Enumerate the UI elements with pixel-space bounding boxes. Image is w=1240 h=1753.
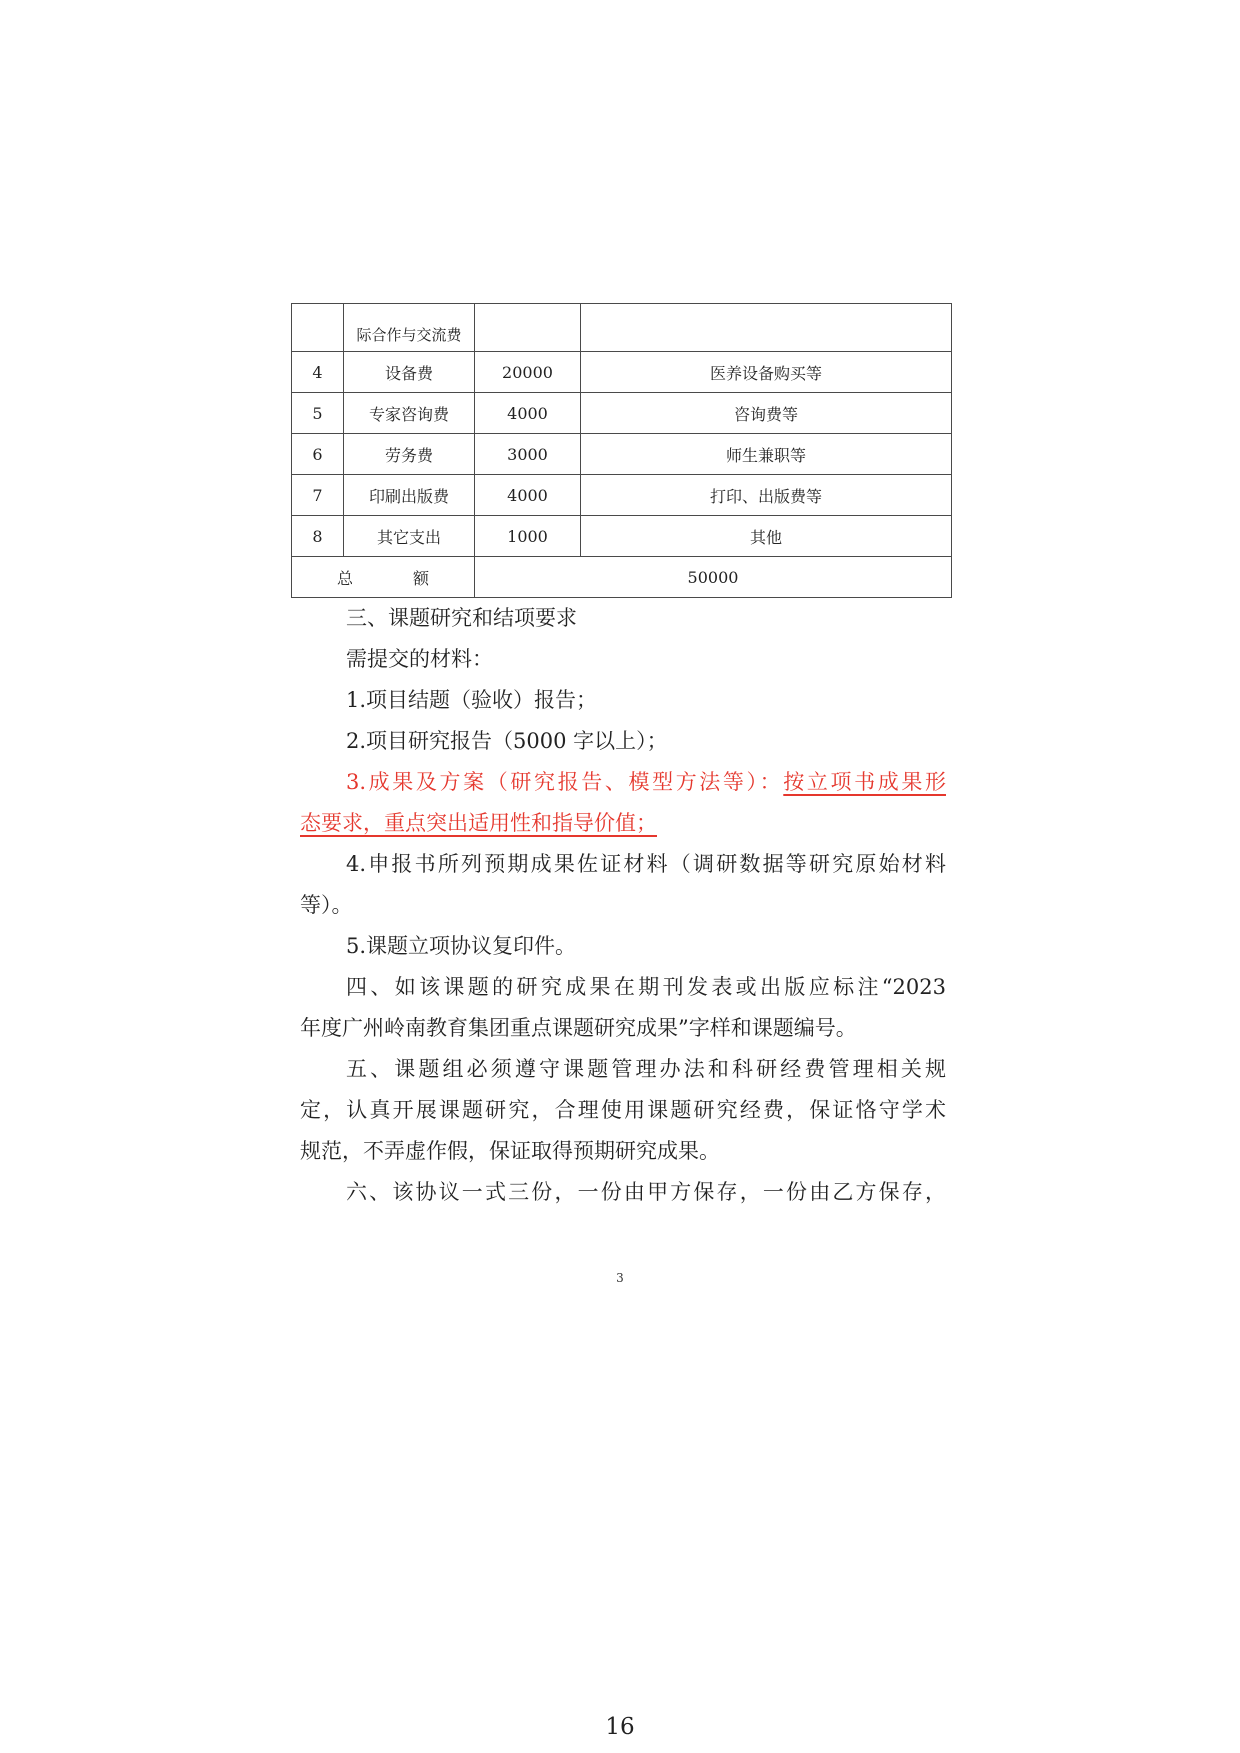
row-number: 8: [292, 516, 344, 557]
section-5-line-1: 五、课题组必须遵守课题管理办法和科研经费管理相关规: [346, 1057, 946, 1081]
expense-amount: 3000: [475, 434, 581, 475]
page-number: 16: [605, 1714, 635, 1740]
table-row: [292, 393, 952, 434]
expense-note: 医养设备购买等: [581, 352, 952, 393]
expense-item: 劳务费: [344, 434, 475, 475]
material-item-4-line-1: 4.申报书所列预期成果佐证材料（调研数据等研究原始材料: [346, 852, 946, 876]
section-4-line-2: 年度广州岭南教育集团重点课题研究成果”字样和课题编号。: [300, 1016, 857, 1040]
material-item-1: 1.项目结题（验收）报告；: [346, 688, 598, 712]
row-number: 6: [292, 434, 344, 475]
expense-note: [581, 304, 952, 352]
budget-table: [291, 303, 952, 598]
total-row: [292, 557, 952, 598]
row-number: [292, 304, 344, 352]
expense-item: 专家咨询费: [344, 393, 475, 434]
material-item-2: 2.项目研究报告（5000 字以上）；: [346, 729, 668, 753]
item-3-underlined-text: 按立项书成果形: [783, 770, 946, 794]
expense-note: 师生兼职等: [581, 434, 952, 475]
expense-note: 咨询费等: [581, 393, 952, 434]
expense-item: 设备费: [344, 352, 475, 393]
material-item-5: 5.课题立项协议复印件。: [346, 934, 577, 958]
total-label: 总额: [336, 568, 489, 588]
expense-item: 印刷出版费: [344, 475, 475, 516]
section-5-line-2: 定，认真开展课题研究，合理使用课题研究经费，保证恪守学术: [300, 1098, 946, 1122]
expense-note: 打印、出版费等: [581, 475, 952, 516]
section-6-line-1: 六、该协议一式三份，一份由甲方保存，一份由乙方保存，: [346, 1180, 946, 1204]
section-5-line-3: 规范，不弄虚作假，保证取得预期研究成果。: [300, 1139, 720, 1163]
total-label-cell: [292, 557, 489, 598]
row-number: 7: [292, 475, 344, 516]
expense-note: 其他: [581, 516, 952, 557]
expense-amount: [475, 304, 581, 352]
item-3-red-text: 3.成果及方案（研究报告、模型方法等）：: [346, 770, 784, 794]
table-row: [292, 434, 952, 475]
expense-amount: 1000: [475, 516, 581, 557]
expense-item: 际合作与交流费: [344, 304, 475, 352]
material-item-4-line-2: 等）。: [300, 893, 353, 917]
section-4-line-1: 四、如该课题的研究成果在期刊发表或出版应标注“2023: [346, 975, 946, 999]
materials-intro: 需提交的材料：: [346, 647, 493, 671]
material-item-3-line-1: [346, 762, 946, 803]
material-item-3-line-2: [300, 803, 946, 844]
inner-page-number: 3: [616, 1271, 624, 1285]
table-row: [292, 304, 952, 352]
row-number: 5: [292, 393, 344, 434]
expense-amount: 20000: [475, 352, 581, 393]
table-row: [292, 352, 952, 393]
total-value: 50000: [475, 557, 952, 598]
table-row: [292, 475, 952, 516]
table-row: [292, 516, 952, 557]
expense-item: 其它支出: [344, 516, 475, 557]
expense-amount: 4000: [475, 393, 581, 434]
expense-amount: 4000: [475, 475, 581, 516]
item-3-underlined-text-cont: 态要求，重点突出适用性和指导价值；: [300, 811, 657, 835]
section-3-heading: 三、课题研究和结项要求: [346, 606, 577, 630]
row-number: 4: [292, 352, 344, 393]
